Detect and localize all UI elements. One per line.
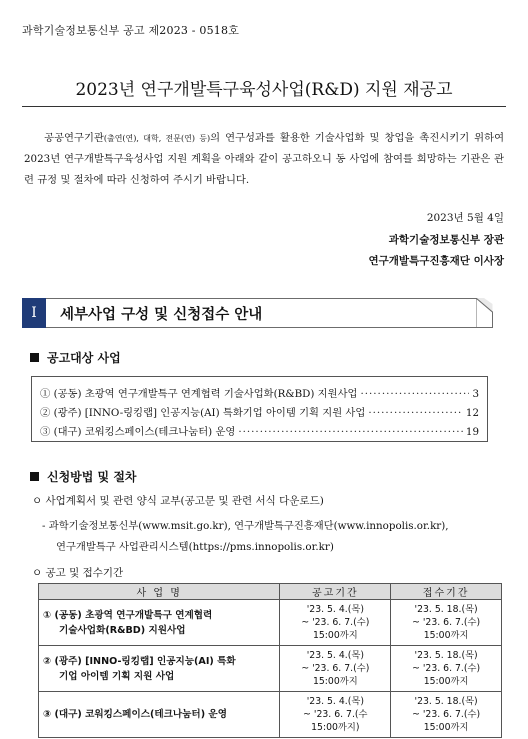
program-label: ③ (대구) 코워킹스페이스(테크나눔터) 운영 <box>40 426 236 438</box>
period-line: ~ '23. 6. 7.(수) <box>301 663 370 674</box>
program-name-cell <box>39 646 280 692</box>
heading-text: 공고대상 사업 <box>47 351 121 365</box>
receipt-period-cell <box>391 692 502 738</box>
dot-leader <box>238 426 463 438</box>
section-number: I <box>22 298 46 328</box>
program-name-line: 기술사업화(R&BD) 지원사업 <box>59 624 186 636</box>
period-line: 15:00까지 <box>423 630 469 641</box>
document-title: 2023년 연구개발특구육성사업(R&D) 지원 재공고 <box>75 80 453 100</box>
notice-period-cell <box>280 646 391 692</box>
program-list-item <box>40 385 479 405</box>
intro-part1: 공공연구기관 <box>44 132 104 144</box>
heading-application-method <box>30 468 137 485</box>
square-bullet-icon <box>30 353 39 362</box>
column-header-receipt-period: 접수기간 <box>391 584 502 600</box>
notice-period-cell <box>280 600 391 646</box>
ministry-signature: 과학기술정보통신부 장관 <box>388 234 504 246</box>
title-divider <box>22 106 506 107</box>
period-line: '23. 5. 18.(목) <box>414 604 478 615</box>
method-subitem-websites <box>42 516 512 558</box>
intro-part2: 의 연구성과를 활용한 기술사업화 및 창업을 촉진시키기 위하여 2023년 연구개발특구육성사업 지원 계획을 아래와 같이 공고하오니 동 사업에 참여를 희망하는 기관은 관련 규정 및 절차에 따라 신청하여 주시기 바랍니다. <box>24 132 505 186</box>
period-line: '23. 5. 18.(목) <box>414 650 478 661</box>
dot-leader <box>360 388 469 400</box>
period-table <box>38 583 502 738</box>
notice-number: 과학기술정보통신부 공고 제2023 - 0518호 <box>22 24 240 37</box>
column-header-notice-period: 공고기간 <box>280 584 391 600</box>
heading-text: 신청방법 및 절차 <box>47 470 137 484</box>
intro-part1-small: (출연(연), 대학, 전문(연) 등) <box>103 134 211 143</box>
websites-line-1: - 과학기술정보통신부(www.msit.go.kr), 연구개발특구진흥재단(www.innopolis.or.kr), <box>42 520 449 532</box>
program-name-line: ① (공동) 초광역 연구개발특구 연계협력 <box>43 609 213 621</box>
program-list-box <box>31 376 488 442</box>
table-row <box>39 600 502 646</box>
period-line: 15:00까지 <box>312 630 358 641</box>
table-row <box>39 646 502 692</box>
period-line: ~ '23. 6. 7.(수) <box>301 617 370 628</box>
period-line: '23. 5. 18.(목) <box>414 696 478 707</box>
program-page: 12 <box>465 407 479 419</box>
agency-signature: 연구개발특구진흥재단 이사장 <box>368 255 504 267</box>
period-line: ~ '23. 6. 7.(수) <box>412 663 481 674</box>
program-label: ① (공동) 초광역 연구개발특구 연계협력 기술사업화(R&BD) 지원사업 <box>40 388 358 400</box>
period-line: 15:00까지 <box>423 722 469 733</box>
period-line: ~ '23. 6. 7.(수 <box>303 709 368 720</box>
period-line: '23. 5. 4.(목) <box>306 696 364 707</box>
program-name-line: 기업 아이템 기획 지원 사업 <box>59 670 175 682</box>
program-page: 3 <box>472 388 479 400</box>
program-name-line: ③ (대구) 코워킹스페이스(테크나눔터) 운영 <box>43 709 227 720</box>
folded-corner-decoration <box>476 298 493 328</box>
section-title: 세부사업 구성 및 신청접수 안내 <box>60 307 263 323</box>
period-line: 15:00까지 <box>423 676 469 687</box>
period-line: '23. 5. 4.(목) <box>306 604 364 615</box>
notice-date: 2023년 5월 4일 <box>426 212 504 224</box>
notice-period-cell <box>280 692 391 738</box>
program-name-cell <box>39 600 280 646</box>
program-page: 19 <box>465 426 479 438</box>
square-bullet-icon <box>30 472 39 481</box>
program-label: ② (광주) [INNO-링킹랩] 인공지능(AI) 특화기업 아이템 기획 지원 사업 <box>40 407 366 419</box>
period-line: '23. 5. 4.(목) <box>306 650 364 661</box>
intro-paragraph <box>24 128 504 191</box>
period-line: ~ '23. 6. 7.(수) <box>412 617 481 628</box>
method-item-forms: ㅇ 사업계획서 및 관련 양식 교부(공고문 및 관련 서식 다운로드) <box>32 495 324 507</box>
period-line: 15:00까지) <box>311 722 360 733</box>
dot-leader <box>368 407 463 419</box>
receipt-period-cell <box>391 600 502 646</box>
program-list-item <box>40 423 479 443</box>
program-name-line: ② (광주) [INNO-링킹랩] 인공지능(AI) 특화 <box>43 655 236 667</box>
receipt-period-cell <box>391 646 502 692</box>
heading-target-programs <box>30 349 121 366</box>
period-line: 15:00까지 <box>312 676 358 687</box>
websites-line-2: 연구개발특구 사업관리시스템(https://pms.innopolis.or.kr) <box>56 541 334 553</box>
table-row <box>39 692 502 738</box>
program-name-cell <box>39 692 280 738</box>
method-item-period: ㅇ 공고 및 접수기간 <box>32 567 124 579</box>
column-header-program: 사 업 명 <box>39 584 280 600</box>
table-header-row <box>39 584 502 600</box>
program-list-item <box>40 404 479 424</box>
period-line: ~ '23. 6. 7.(수) <box>412 709 481 720</box>
